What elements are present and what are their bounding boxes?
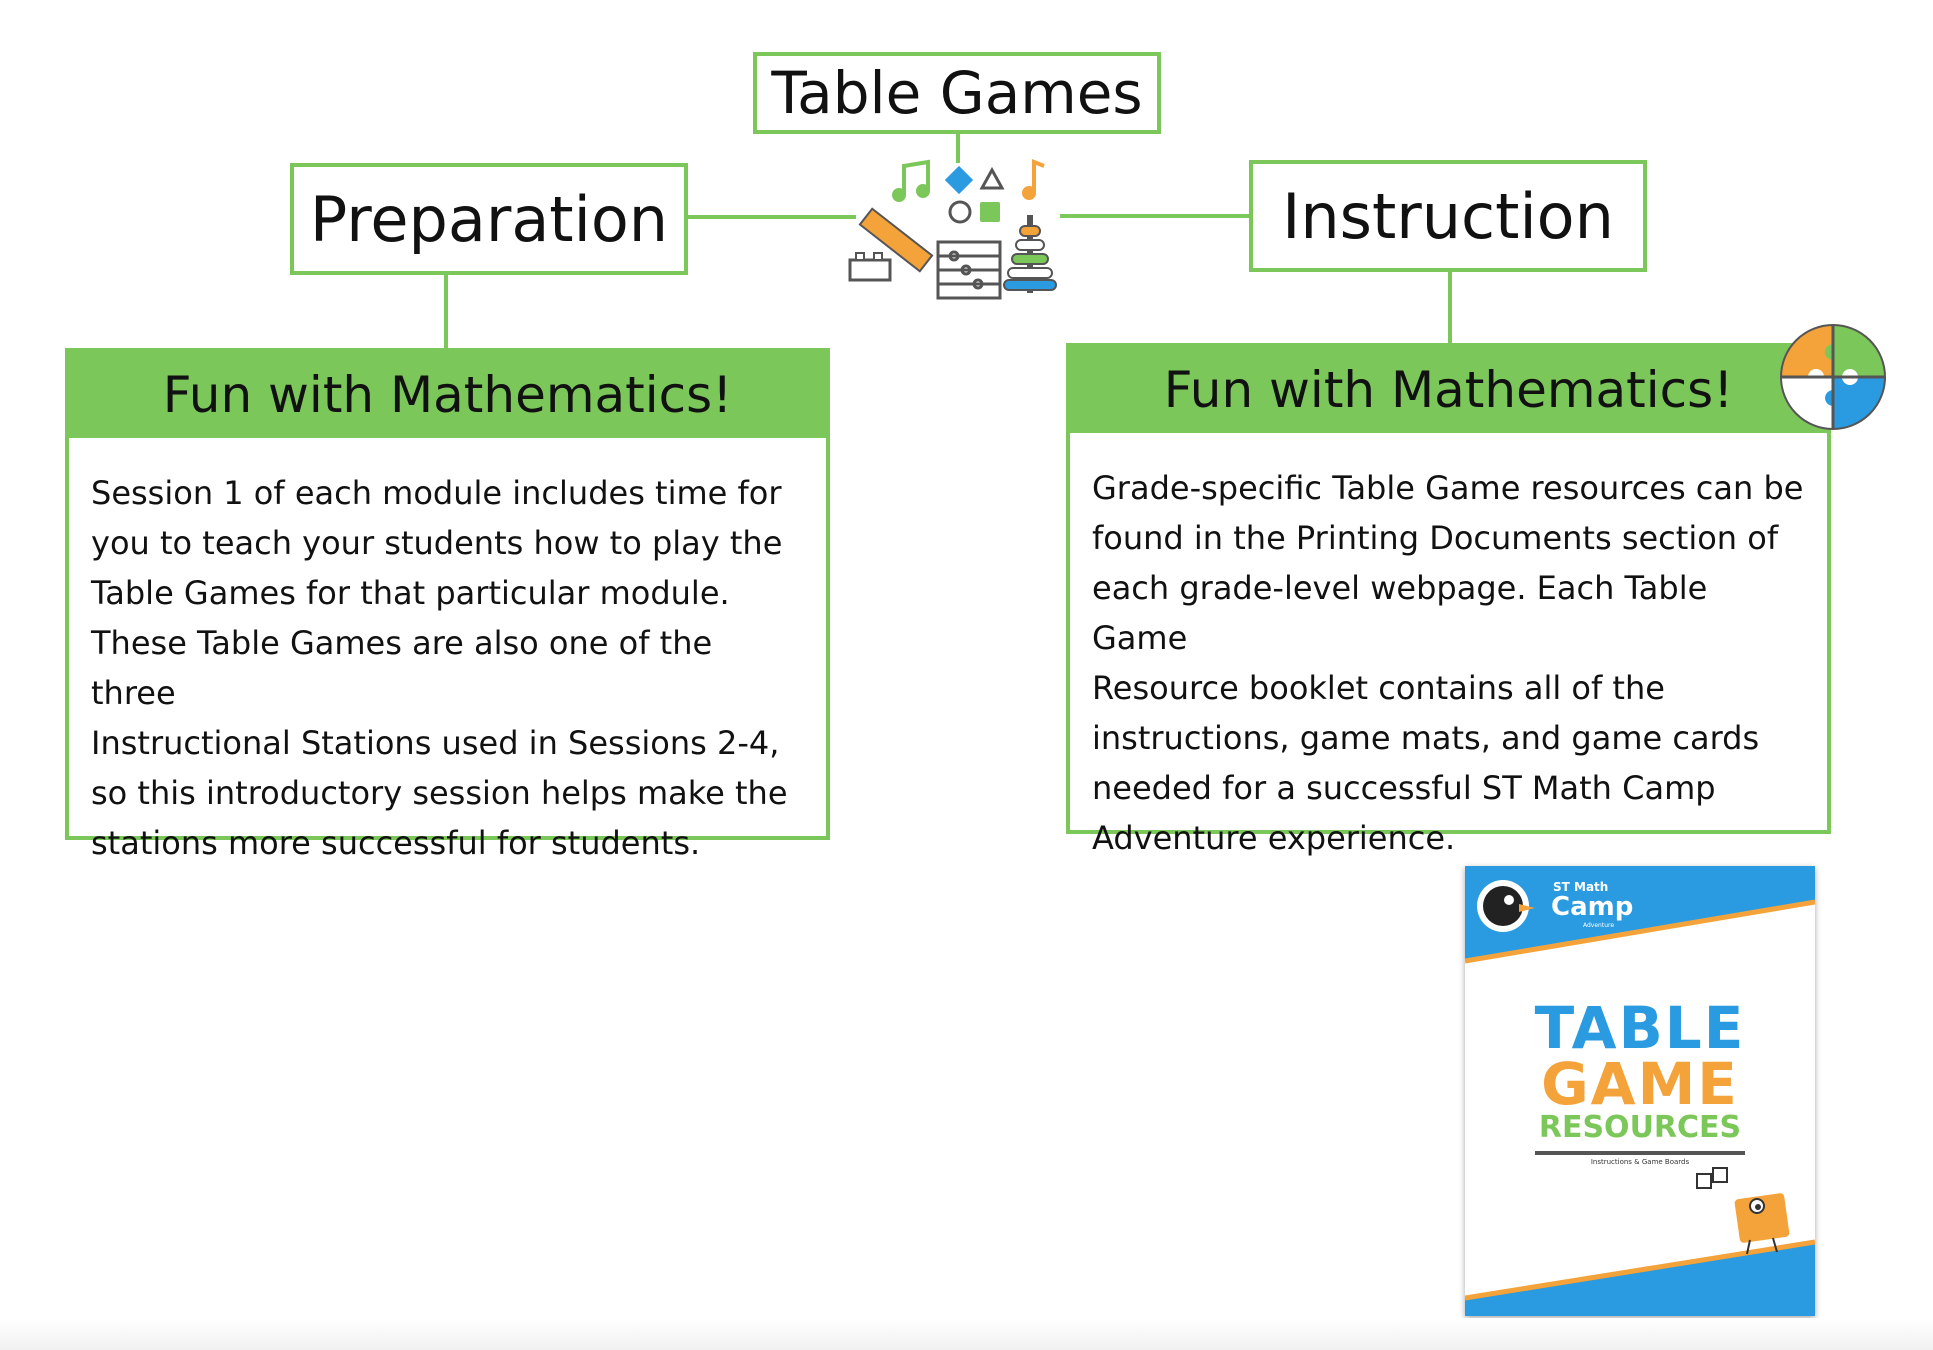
text-line: each grade-level webpage. Each Table Game: [1092, 569, 1708, 657]
text-line: stations more successful for students.: [91, 824, 701, 862]
connector-instr-to-panel: [1448, 271, 1452, 345]
instruction-panel-header: [1070, 347, 1827, 433]
text-line: instructions, game mats, and game cards: [1092, 719, 1760, 757]
connector-center-to-instr: [1060, 214, 1252, 218]
music-notes-icon: [894, 162, 928, 200]
puzzle-icon: [1778, 322, 1888, 432]
building-blocks-icon: [850, 253, 890, 280]
booklet-title-line2: GAME: [1541, 1050, 1739, 1118]
connector-prep-to-center: [686, 215, 856, 219]
preparation-panel-title: Fun with Mathematics!: [162, 366, 733, 424]
instruction-panel-body: [1070, 433, 1827, 863]
booklet-brand-sub: Adventure: [1583, 922, 1615, 929]
table-game-resources-booklet: [1465, 866, 1815, 1316]
text-line: Grade-specific Table Game resources can be: [1092, 469, 1804, 507]
music-note-orange-icon: [1024, 162, 1044, 198]
booklet-subtitle: Instructions & Game Boards: [1590, 1158, 1690, 1166]
booklet-title-line3: RESOURCES: [1538, 1110, 1742, 1145]
instruction-panel: [1066, 343, 1831, 857]
booklet-brand: Camp: [1551, 892, 1634, 922]
bottom-shadow: [0, 1318, 1933, 1350]
text-line: These Table Games are also one of the three: [91, 624, 713, 712]
abacus-icon: [938, 242, 1000, 298]
text-line: Table Games for that particular module.: [91, 574, 730, 612]
root-title: Table Games: [771, 59, 1143, 127]
text-line: Session 1 of each module includes time for: [91, 474, 782, 512]
root-node-table-games: [753, 52, 1161, 134]
booklet-title-line1: TABLE: [1534, 994, 1746, 1062]
preparation-panel: [65, 348, 830, 862]
stacking-rings-icon: [1004, 216, 1056, 292]
booklet-underline: [1535, 1151, 1745, 1155]
instruction-panel-title: Fun with Mathematics!: [1163, 361, 1734, 419]
instruction-label: Instruction: [1282, 179, 1614, 253]
shapes-icon: [945, 166, 1002, 222]
text-line: Resource booklet contains all of the: [1092, 669, 1665, 707]
preparation-panel-header: [69, 352, 826, 438]
math-manipulatives-icon-cluster: [838, 152, 1078, 302]
preparation-node: [290, 163, 688, 275]
instruction-node: [1249, 160, 1647, 272]
preparation-label: Preparation: [309, 182, 669, 256]
text-line: so this introductory session helps make the: [91, 774, 788, 812]
text-line: Adventure experience.: [1092, 819, 1456, 857]
preparation-panel-body: [69, 438, 826, 868]
text-line: Instructional Stations used in Sessions 2-4,: [91, 724, 780, 762]
text-line: found in the Printing Documents section of: [1092, 519, 1779, 557]
text-line: you to teach your students how to play the: [91, 524, 783, 562]
text-line: needed for a successful ST Math Camp: [1092, 769, 1716, 807]
connector-prep-to-panel: [444, 273, 448, 351]
booklet-brand-small: ST Math: [1553, 880, 1609, 894]
